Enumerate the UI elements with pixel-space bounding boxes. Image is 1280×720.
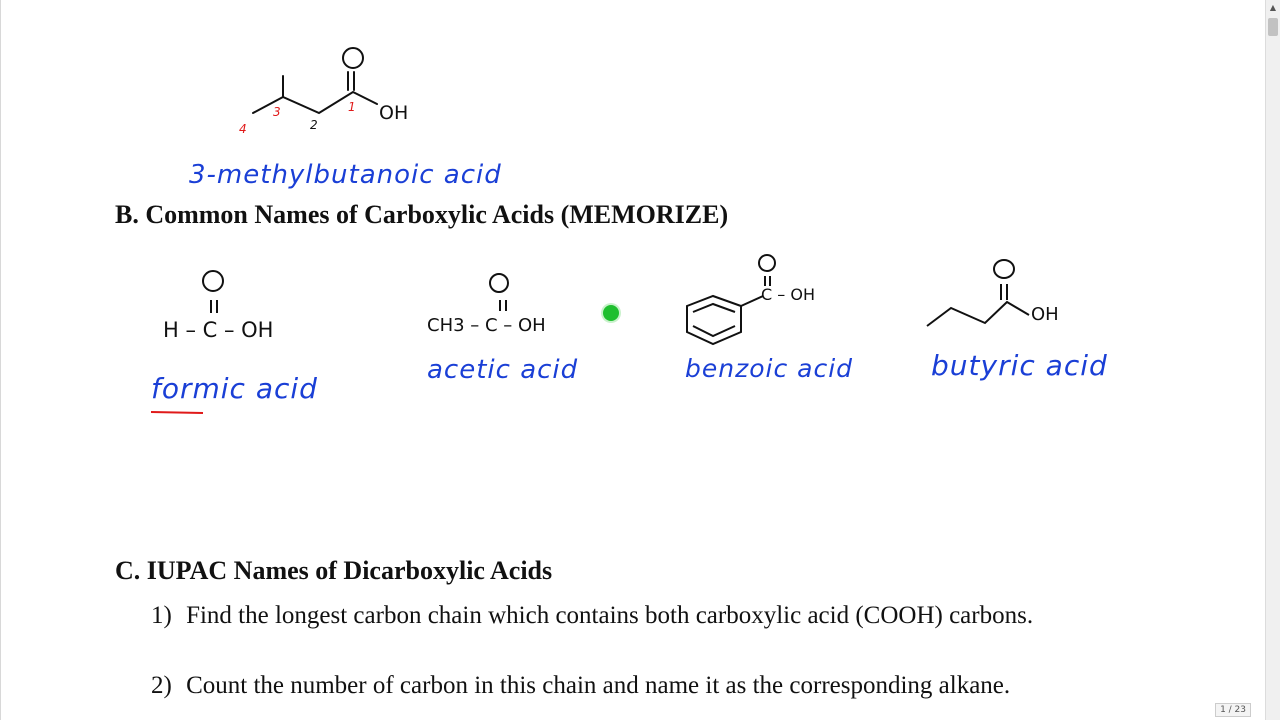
scrollbar-thumb[interactable] <box>1268 18 1278 36</box>
formic-formula: H – C – OH <box>163 318 274 342</box>
formic-name: formic acid <box>151 372 318 405</box>
section-c-heading: C. IUPAC Names of Dicarboxylic Acids <box>115 556 553 585</box>
benzoic-formula: C – OH <box>761 285 815 304</box>
methylbutanoic-skeleton <box>253 48 377 113</box>
carbon-number-1: 1 <box>348 100 356 114</box>
carbon-number-3: 3 <box>273 105 281 119</box>
step-text: Find the longest carbon chain which contains both carboxylic acid (COOH) carbons. <box>186 602 1034 629</box>
carbon-number-2: 2 <box>310 118 318 132</box>
acetic-structure <box>490 274 508 311</box>
step-text: Count the number of carbon in this chain and name it as the corresponding alkane. <box>186 672 1011 699</box>
acetic-formula: CH3 – C – OH <box>427 315 546 336</box>
annotation-pointer <box>603 305 619 321</box>
step-number: 2) <box>151 672 172 699</box>
formic-underline <box>151 412 203 413</box>
butyric-structure <box>927 260 1029 326</box>
carbon-number-4: 4 <box>239 122 247 136</box>
step-number: 1) <box>151 602 172 629</box>
step-2 <box>151 672 1010 700</box>
page-indicator: 1 / 23 <box>1215 703 1251 717</box>
section-b-heading: B. Common Names of Carboxylic Acids (MEMORIZE) <box>115 200 729 229</box>
scroll-up-arrow-icon[interactable]: ▲ <box>1266 0 1280 16</box>
butyric-formula: OH <box>1031 304 1059 325</box>
acetic-name: acetic acid <box>427 355 579 385</box>
step-1 <box>151 602 1033 630</box>
vertical-scrollbar[interactable] <box>1265 0 1280 720</box>
oh-label: OH <box>379 102 409 124</box>
methylbutanoic-name: 3-methylbutanoic acid <box>189 160 502 190</box>
butyric-name: butyric acid <box>931 349 1108 382</box>
formic-structure <box>203 271 223 313</box>
benzoic-name: benzoic acid <box>685 354 854 383</box>
